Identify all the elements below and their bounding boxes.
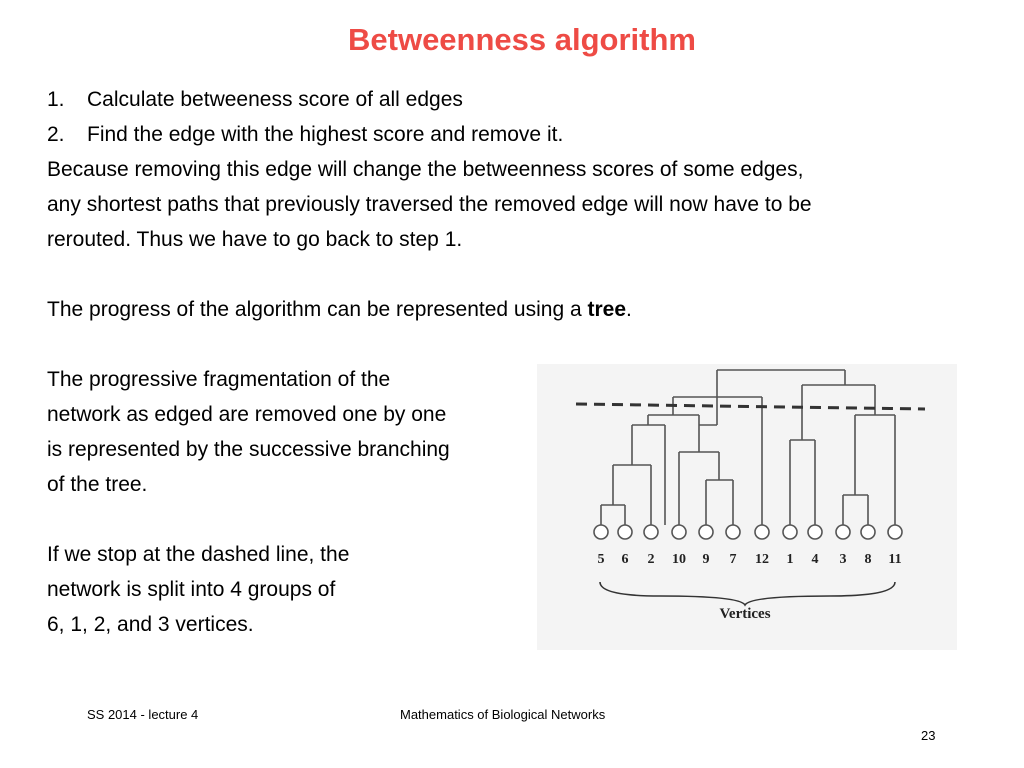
vertex-node-4 bbox=[808, 525, 822, 539]
slide-title: Betweenness algorithm bbox=[348, 22, 696, 57]
step-1-text: Calculate betweeness score of all edges bbox=[87, 88, 463, 111]
vertex-node-9 bbox=[699, 525, 713, 539]
fragmentation-line-1: The progressive fragmentation of the bbox=[47, 368, 391, 391]
tree-sentence-bold: tree bbox=[587, 298, 627, 321]
tree-sentence-before: The progress of the algorithm can be represented using a bbox=[47, 298, 588, 321]
step-2-number: 2. bbox=[47, 123, 65, 146]
vertex-label-10: 10 bbox=[672, 552, 686, 567]
vertex-node-6 bbox=[618, 525, 632, 539]
step-2-text: Find the edge with the highest score and remove it. bbox=[87, 123, 564, 146]
vertices-axis-label: Vertices bbox=[719, 606, 771, 622]
branch-1-4 bbox=[790, 440, 815, 525]
vertex-label-8: 8 bbox=[864, 552, 872, 567]
branch-5-6 bbox=[601, 505, 625, 525]
vertex-label-7: 7 bbox=[729, 552, 737, 567]
step-1-number: 1. bbox=[47, 88, 65, 111]
vertices-brace bbox=[600, 582, 895, 605]
vertex-label-2: 2 bbox=[647, 552, 655, 567]
branch-root bbox=[717, 370, 845, 397]
branch-562-10 bbox=[632, 425, 665, 525]
dashed-line-text-2: network is split into 4 groups of bbox=[47, 578, 336, 601]
tree-sentence-after: . bbox=[626, 298, 632, 321]
explanation-line-3: rerouted. Thus we have to go back to step 1. bbox=[47, 228, 463, 251]
vertex-node-2 bbox=[644, 525, 658, 539]
vertex-node-11 bbox=[888, 525, 902, 539]
vertex-node-3 bbox=[836, 525, 850, 539]
branch-3-8 bbox=[843, 495, 868, 525]
branch-9-7 bbox=[706, 480, 733, 525]
vertex-label-1: 1 bbox=[786, 552, 794, 567]
vertex-label-12: 12 bbox=[755, 552, 769, 567]
branch-97-10b bbox=[679, 452, 719, 525]
tree-sentence bbox=[47, 292, 997, 327]
vertex-circles bbox=[594, 525, 902, 539]
dashed-line-text-1: If we stop at the dashed line, the bbox=[47, 543, 350, 566]
vertex-label-4: 4 bbox=[811, 552, 819, 567]
page-number: 23 bbox=[921, 728, 936, 743]
fragmentation-line-2: network as edged are removed one by one bbox=[47, 403, 447, 426]
cut-dashed-line bbox=[576, 404, 925, 409]
vertex-label-3: 3 bbox=[839, 552, 847, 567]
vertex-label-11: 11 bbox=[888, 552, 902, 567]
vertex-node-7 bbox=[726, 525, 740, 539]
vertex-label-5: 5 bbox=[597, 552, 605, 567]
dendrogram-svg bbox=[537, 364, 957, 650]
vertex-node-12 bbox=[755, 525, 769, 539]
vertex-label-6: 6 bbox=[621, 552, 629, 567]
step-2 bbox=[47, 117, 997, 152]
branch-56-2 bbox=[613, 465, 651, 525]
vertex-node-10 bbox=[672, 525, 686, 539]
dendrogram-branches bbox=[601, 370, 895, 525]
vertex-node-8 bbox=[861, 525, 875, 539]
vertex-node-5 bbox=[594, 525, 608, 539]
dendrogram-figure bbox=[537, 364, 957, 650]
fragmentation-line-3: is represented by the successive branching bbox=[47, 438, 450, 461]
fragmentation-line-4: of the tree. bbox=[47, 473, 148, 496]
explanation-line-2: any shortest paths that previously traversed the removed edge will now have to be bbox=[47, 193, 812, 216]
footer-course: Mathematics of Biological Networks bbox=[400, 707, 606, 722]
step-1 bbox=[47, 82, 997, 117]
footer-lecture: SS 2014 - lecture 4 bbox=[87, 707, 199, 722]
vertex-label-9: 9 bbox=[702, 552, 710, 567]
dashed-line-text-3: 6, 1, 2, and 3 vertices. bbox=[47, 613, 254, 636]
vertex-node-1 bbox=[783, 525, 797, 539]
explanation-line-1: Because removing this edge will change the betweenness scores of some edges, bbox=[47, 158, 804, 181]
vertex-labels bbox=[598, 552, 902, 567]
